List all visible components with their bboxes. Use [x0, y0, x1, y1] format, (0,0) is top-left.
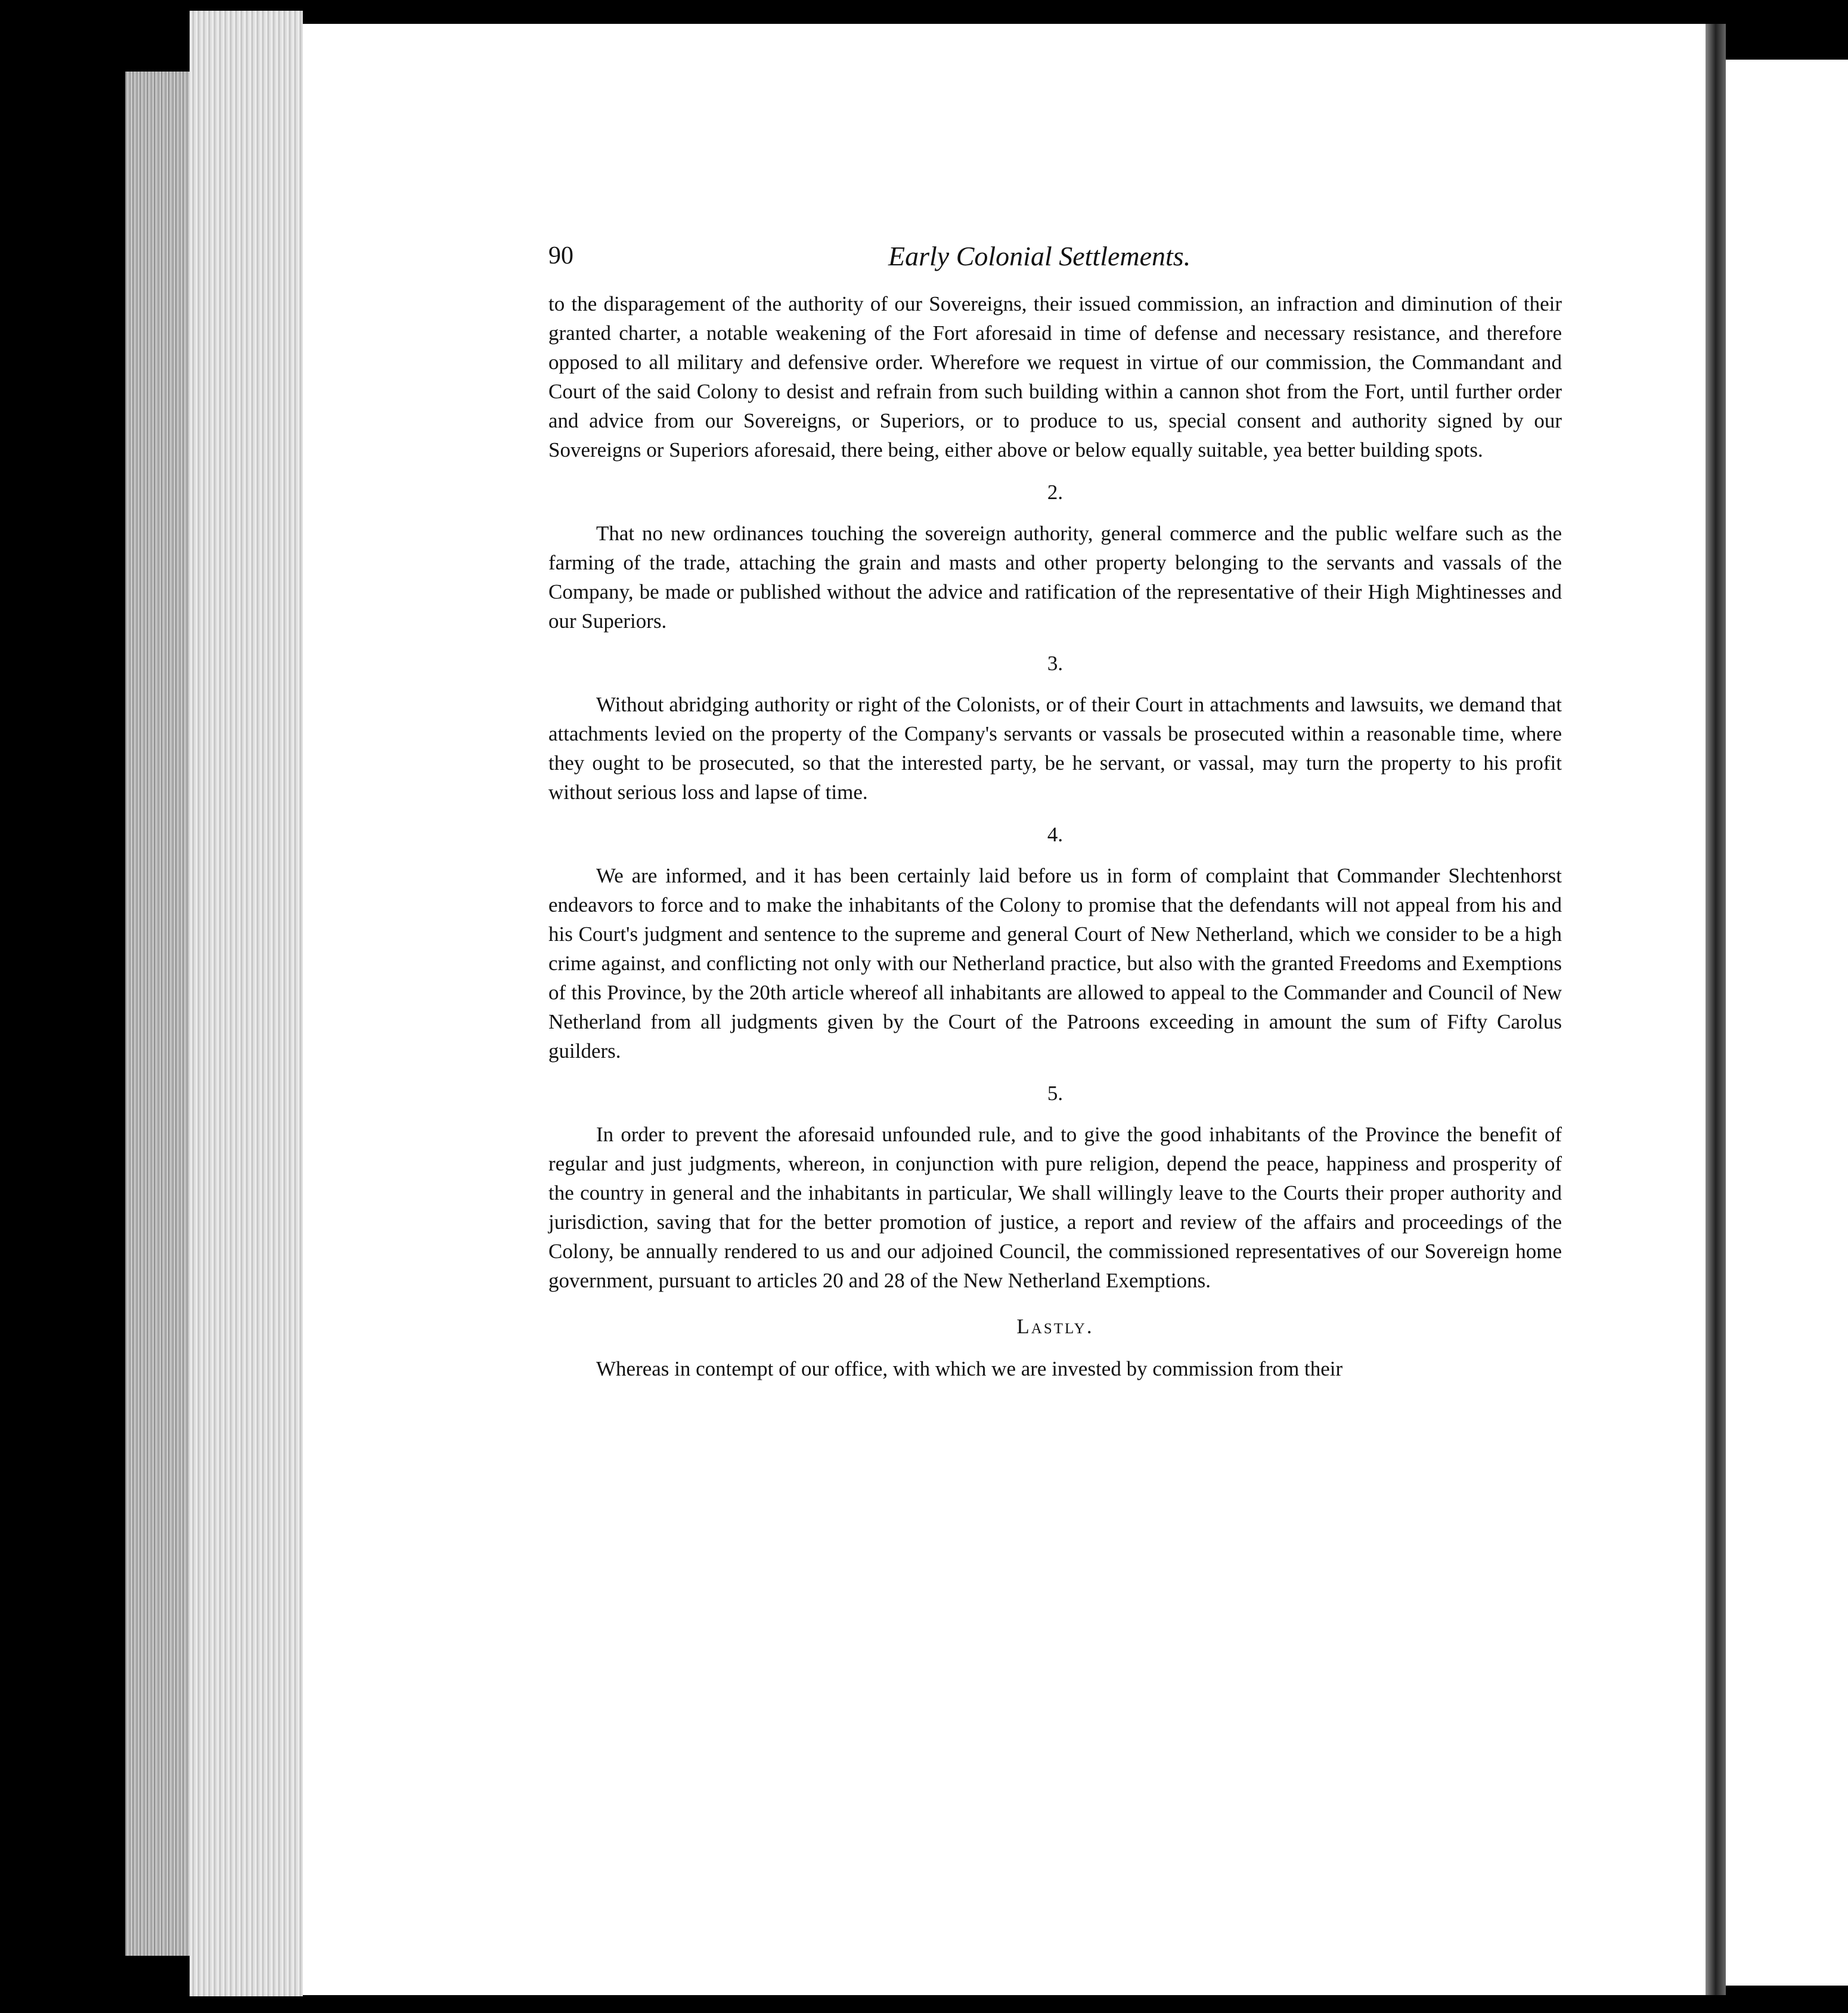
lastly-paragraph: Whereas in contempt of our office, with which we are invested by commission from their — [596, 1357, 1343, 1380]
section-5-paragraph: In order to prevent the aforesaid unfounded rule, and to give the good inhabitants of the Province the benefit of regular and just judgments, whereon, in conjunction with pure religion, depend the peace, happiness and prosperity of the country in general and the inhabitants in particular, We shall willingly leave to the Courts their proper authority and jurisdiction, saving that for the better promotion of justice, a report and review of the affairs and proceedings of the Colony, be annually rendered to us and our adjoined Council, the commissioned representatives of our Sovereign home government, pursuant to articles 20 and 28 of the New Netherland Exemptions. — [548, 1123, 1562, 1292]
page-text-block — [548, 236, 1562, 1383]
lastly-heading: Lastly. — [1016, 1315, 1094, 1338]
book-outer-edge — [125, 72, 191, 1956]
section-number-3: 3. — [1047, 652, 1063, 675]
page-number: 90 — [548, 242, 573, 270]
section-number-5: 5. — [1047, 1082, 1063, 1105]
book-page-edges — [190, 11, 303, 1996]
section-number-2: 2. — [1047, 481, 1063, 504]
section-2-paragraph: That no new ordinances touching the sovereign authority, general commerce and the public welfare such as the farming of the trade, attaching the grain and masts and other property belonging to the servants and vassals of the Company, be made or published without the advice and ratification of the representative of their High Mightinesses and our Superiors. — [548, 522, 1562, 633]
running-title: Early Colonial Settlements. — [888, 241, 1191, 271]
section-number-4: 4. — [1047, 823, 1063, 846]
book-gutter — [1706, 24, 1726, 1995]
continued-paragraph: to the disparagement of the authority of our Sovereigns, their issued commission, an infraction and diminution of their granted charter, a notable weakening of the Fort aforesaid in time of defense and necessary resistance, and therefore opposed to all military and defensive order. Wherefore we request in virtue of our commission, the Commandant and Court of the said Colony to desist and refrain from such building within a cannon shot from the Fort, until further order and advice from our Sovereigns, or Superiors, or to produce to us, special consent and authority signed by our Sovereigns or Superiors aforesaid, there being, either above or below equally suitable, yea better building spots. — [548, 292, 1562, 462]
section-3-paragraph: Without abridging authority or right of the Colonists, or of their Court in attachments and lawsuits, we demand that attachments levied on the property of the Company's servants or vassals be prosecuted within a reasonable time, where they ought to be prosecuted, so that the interested party, be he servant, or vassal, may turn the property to his profit without serious loss and lapse of time. — [548, 693, 1562, 804]
section-4-paragraph: We are informed, and it has been certainly laid before us in form of complaint that Commander Slechtenhorst endeavors to force and to make the inhabitants of the Colony to promise that the defendants will not appeal from his and his Court's judgment and sentence to the supreme and general Court of New Netherland, which we consider to be a high crime against, and conflicting not only with our Netherland practice, but also with the granted Freedoms and Exemptions of this Province, by the 20th article whereof all inhabitants are allowed to appeal to the Commander and Council of New Netherland from all judgments given by the Court of the Patroons exceeding in amount the sum of Fifty Carolus guilders. — [548, 864, 1562, 1063]
running-head — [548, 236, 1562, 289]
facing-page-edge — [1726, 60, 1848, 1986]
